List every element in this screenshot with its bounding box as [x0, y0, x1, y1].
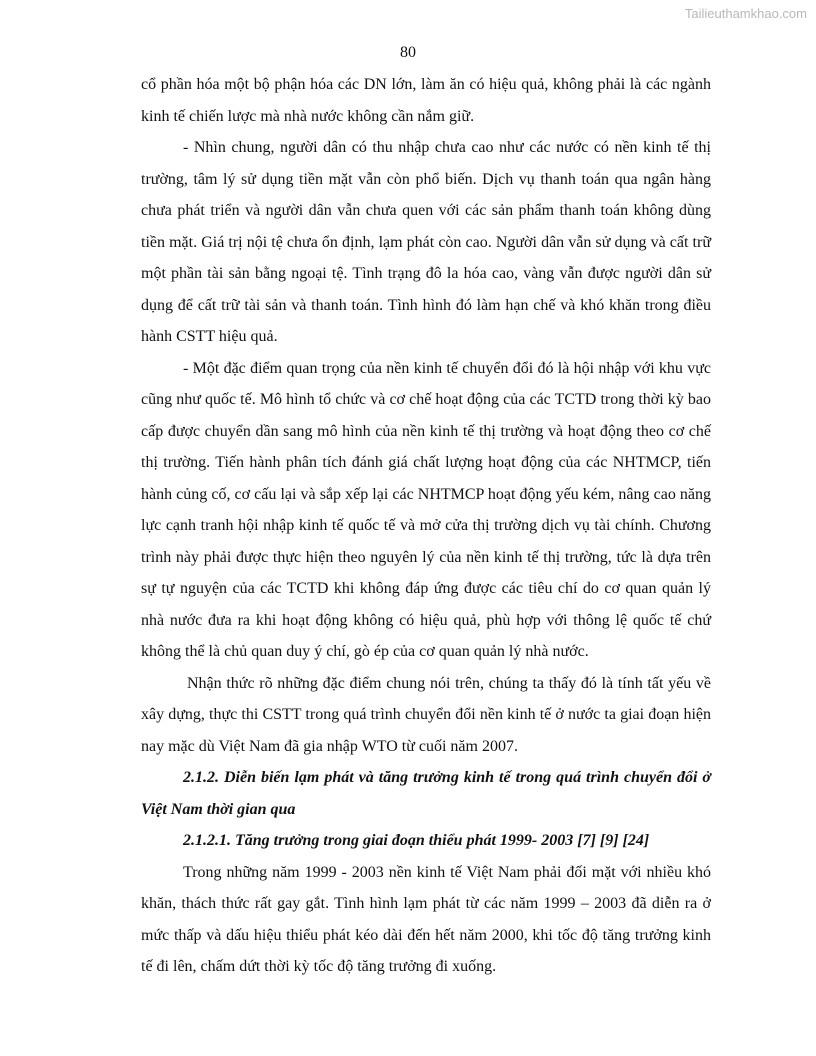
subsection-heading: 2.1.2.1. Tăng trưởng trong giai đoạn thiểu phát 1999- 2003 [7] [9] [24] [183, 832, 650, 849]
paragraph-conclusion: Nhận thức rõ những đặc điểm chung nói trên, chúng ta thấy đó là tính tất yếu về xây dựng, thực thi CSTT trong quá trình chuyển đổi nền kinh tế ở nước ta giai đoạn hiện nay mặc dù Việt Nam đã gia nhập WTO từ cuối năm 2007. [141, 674, 711, 755]
paragraph-continuation: cổ phần hóa một bộ phận hóa các DN lớn, làm ăn có hiệu quả, không phải là các ngành kinh tế chiến lược mà nhà nước không cần nắm giữ. [141, 76, 711, 125]
paragraph-integration: - Một đặc điểm quan trọng của nền kinh tế chuyển đổi đó là hội nhập với khu vực cũng như quốc tế. Mô hình tổ chức và cơ chế hoạt động của các TCTD trong thời kỳ bao cấp được chuyển dần sang mô hình của nền kinh tế thị trường và hoạt động theo cơ chế thị trường. Tiến hành phân tích đánh giá chất lượng hoạt động của các NHTMCP, tiến hành củng cố, cơ cấu lại và sắp xếp lại các NHTMCP hoạt động yếu kém, nâng cao năng lực cạnh tranh hội nhập kinh tế quốc tế và mở cửa thị trường dịch vụ tài chính. Chương trình này phải được thực hiện theo nguyên lý của nền kinh tế thị trường, tức là dựa trên sự tự nguyện của các TCTD khi không đáp ứng được các tiêu chí do cơ quan quản lý nhà nước đưa ra khi hoạt động không có hiệu quả, phù hợp với thông lệ quốc tế chứ không thể là chủ quan duy ý chí, gò ép của cơ quan quản lý nhà nước. [141, 359, 711, 660]
watermark: Tailieuthamkhao.com [684, 6, 807, 21]
page-number: 80 [400, 44, 416, 61]
paragraph-cash-usage: - Nhìn chung, người dân có thu nhập chưa cao như các nước có nền kinh tế thị trường, tâm lý sử dụng tiền mặt vẫn còn phổ biến. Dịch vụ thanh toán qua ngân hàng chưa phát triển và người dân vẫn chưa quen với các sản phẩm thanh toán không dùng tiền mặt. Giá trị nội tệ chưa ổn định, lạm phát còn cao. Người dân vẫn sử dụng và cất trữ một phần tài sản bằng ngoại tệ. Tình trạng đô la hóa cao, vàng vẫn được người dân sử dụng để cất trữ tài sản và thanh toán. Tình hình đó làm hạn chế và khó khăn trong điều hành CSTT hiệu quả. [141, 139, 711, 345]
document-body [141, 69, 711, 983]
section-heading: 2.1.2. Diễn biến lạm phát và tăng trưởng kinh tế trong quá trình chuyển đổi ở Việt Nam thời gian qua [141, 769, 711, 818]
paragraph-deflation: Trong những năm 1999 - 2003 nền kinh tế Việt Nam phải đối mặt với nhiều khó khăn, thách thức rất gay gắt. Tình hình lạm phát từ các năm 1999 – 2003 đã diễn ra ở mức thấp và dấu hiệu thiểu phát kéo dài đến hết năm 2000, khi tốc độ tăng trưởng kinh tế đi lên, chấm dứt thời kỳ tốc độ tăng trưởng đi xuống. [141, 863, 711, 975]
